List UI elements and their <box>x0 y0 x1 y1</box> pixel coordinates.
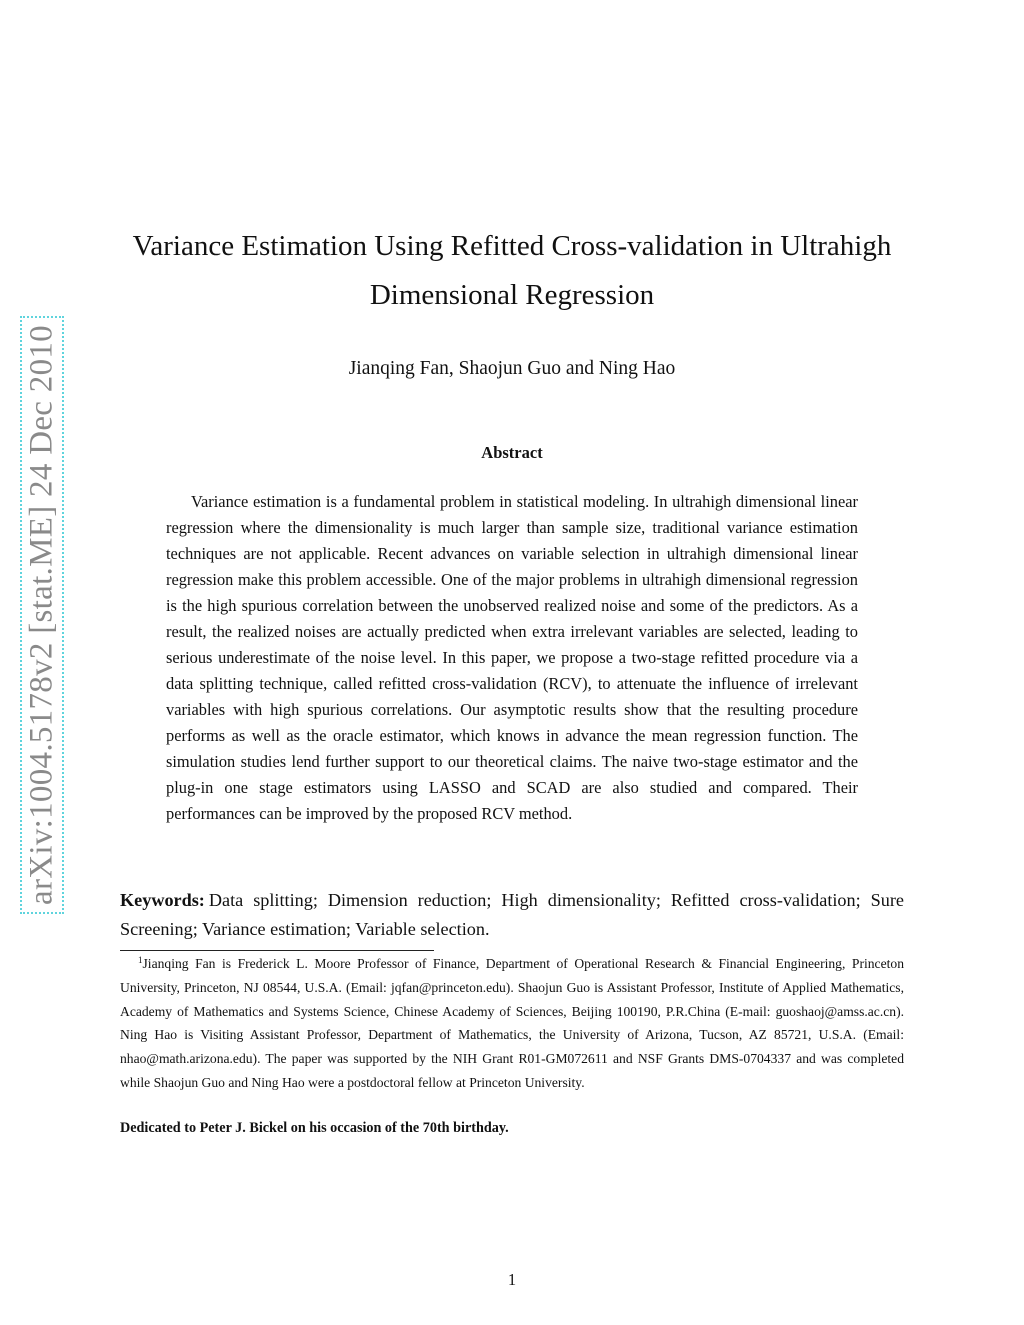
keywords-text: Data splitting; Dimension reduction; High dimensionality; Refitted cross-validation; Sure Screening; Variance estimation; Variable selection. <box>120 890 904 939</box>
footnote-divider <box>120 950 434 951</box>
author-footnote <box>120 952 904 1095</box>
paper-title <box>100 222 924 320</box>
abstract-body: Variance estimation is a fundamental problem in statistical modeling. In ultrahigh dimensional linear regression where the dimensionality is much larger than sample size, traditional variance estimation techniques are not applicable. Recent advances on variable selection in ultrahigh dimensional linear regression make this problem accessible. One of the major problems in ultrahigh dimensional regression is the high spurious correlation between the unobserved realized noise and some of the predictors. As a result, the realized noises are actually predicted when extra irrelevant variables are selected, leading to serious underestimate of the noise level. In this paper, we propose a two-stage refitted procedure via a data splitting technique, called refitted cross-validation (RCV), to attenuate the influence of irrelevant variables with high spurious correlations. Our asymptotic results show that the resulting procedure performs as well as the oracle estimator, which knows in advance the mean regression function. The simulation studies lend further support to our theoretical claims. The naive two-stage estimator and the plug-in one stage estimators using LASSO and SCAD are also studied and compared. Their performances can be improved by the proposed RCV method. <box>166 492 858 823</box>
author-list: Jianqing Fan, Shaojun Guo and Ning Hao <box>348 358 676 379</box>
keywords <box>120 886 904 944</box>
abstract-heading: Abstract <box>481 443 543 462</box>
dedication: Dedicated to Peter J. Bickel on his occasion of the 70th birthday. <box>120 1120 509 1136</box>
footnote-text: Jianqing Fan is Frederick L. Moore Professor of Finance, Department of Operational Research & Financial Engineering, Princeton University, Princeton, NJ 08544, U.S.A. (Email: jqfan@princeton.edu). Shaojun Guo is Assistant Professor, Institute of Applied Mathematics, Academy of Mathematics and Systems Science, Chinese Academy of Sciences, Beijing 100190, P.R.China (E-mail: guoshaoj@amss.ac.cn). Ning Hao is Visiting Assistant Professor, Department of Mathematics, the University of Arizona, Tucson, AZ 85721, U.S.A. (Email: nhao@math.arizona.edu). The paper was supported by the NIH Grant R01-GM072611 and NSF Grants DMS-0704337 and was completed while Shaojun Guo and Ning Hao were a postdoctoral fellow at Princeton University. <box>120 956 904 1090</box>
title-line-1: Variance Estimation Using Refitted Cross-validation in Ultrahigh <box>132 230 892 262</box>
arxiv-identifier: arXiv:1004.5178v2 [stat.ME] 24 Dec 2010 <box>23 325 60 905</box>
footnote-marker: 1 <box>138 955 143 965</box>
keywords-label: Keywords: <box>120 890 205 910</box>
title-line-2: Dimensional Regression <box>369 279 655 311</box>
arxiv-stamp <box>20 316 64 914</box>
page-number: 1 <box>507 1270 517 1289</box>
